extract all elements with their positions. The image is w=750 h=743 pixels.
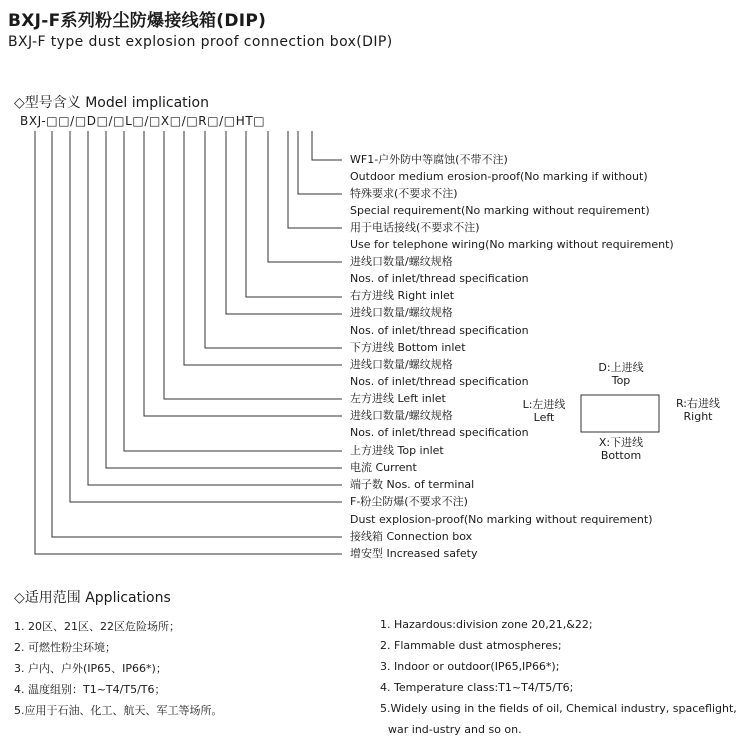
application-cn-item: 4. 温度组别：T1~T4/T5/T6；	[14, 683, 166, 696]
label-telephone-en: Use for telephone wiring(No marking without requirement)	[350, 238, 674, 251]
label-right-inlet-spec-en: Nos. of inlet/thread specification	[350, 272, 529, 285]
label-current: 电流 Current	[350, 461, 417, 474]
application-en-item: 3. Indoor or outdoor(IP65,IP66*);	[380, 660, 560, 673]
application-en-item: 4. Temperature class:T1~T4/T5/T6;	[380, 681, 574, 694]
application-en-item: 5.Widely using in the fields of oil, Chemical industry, spaceflight,	[380, 702, 737, 715]
label-connection-box: 接线箱 Connection box	[350, 530, 473, 543]
label-dust-explosion-en: Dust explosion-proof(No marking without requirement)	[350, 513, 653, 526]
leader-line	[164, 131, 342, 399]
label-top-inlet: 上方进线 Top inlet	[350, 444, 444, 457]
application-en-item: war ind-ustry and so on.	[388, 723, 522, 736]
label-right-inlet: 右方进线 Right inlet	[350, 289, 455, 302]
label-outdoor: Outdoor medium erosion-proof(No marking if without)	[350, 170, 648, 183]
leader-line	[312, 131, 342, 160]
label-top-inlet-spec-cn: 进线口数量/螺纹规格	[350, 409, 453, 422]
application-en-item: 2. Flammable dust atmospheres;	[380, 639, 562, 652]
label-wf1: WF1-户外防中等腐蚀(不带不注)	[350, 153, 508, 166]
leader-line	[106, 131, 342, 468]
leader-line	[70, 131, 342, 502]
model-section-heading: ◇型号含义 Model implication	[14, 95, 209, 111]
application-cn-item: 3. 户内、户外(IP65、IP66*)；	[14, 662, 167, 675]
label-dust-explosion-cn: F-粉尘防爆(不要求不注)	[350, 495, 468, 508]
leader-line	[268, 131, 342, 262]
label-bottom-inlet: 下方进线 Bottom inlet	[350, 341, 466, 354]
direction-bottom-label: X:下进线 Bottom	[598, 436, 644, 462]
leader-line	[226, 131, 342, 314]
direction-left-label: L:左进线 Left	[522, 398, 566, 424]
label-special-cn: 特殊要求(不要求不注)	[350, 187, 458, 200]
leader-line	[124, 131, 342, 451]
label-terminals: 端子数 Nos. of terminal	[350, 478, 475, 491]
label-top-inlet-spec-en: Nos. of inlet/thread specification	[350, 426, 529, 439]
model-code: BXJ-□□/□D□/□L□/□X□/□R□/□HT□	[20, 114, 266, 128]
direction-top-label: D:上进线 Top	[598, 361, 644, 387]
page-subtitle: BXJ-F type dust explosion proof connection box(DIP)	[8, 34, 393, 50]
connection-box-outline	[581, 395, 659, 432]
application-cn-item: 2. 可燃性粉尘环境；	[14, 641, 116, 654]
leader-line	[184, 131, 342, 365]
applications-heading: ◇适用范围 Applications	[14, 590, 171, 606]
label-increased-safety: 增安型 Increased safety	[350, 547, 478, 560]
application-en-item: 1. Hazardous:division zone 20,21,&22;	[380, 618, 593, 631]
leader-line	[246, 131, 342, 297]
label-right-inlet-spec-cn: 进线口数量/螺纹规格	[350, 255, 453, 268]
application-cn-item: 1. 20区、21区、22区危险场所；	[14, 620, 180, 633]
label-left-inlet: 左方进线 Left inlet	[350, 392, 446, 405]
leader-line	[144, 131, 342, 416]
label-bottom-inlet-spec-en: Nos. of inlet/thread specification	[350, 324, 529, 337]
leader-line	[288, 131, 342, 228]
label-special-en: Special requirement(No marking without requirement)	[350, 204, 650, 217]
leader-line	[35, 131, 342, 554]
leader-line	[298, 131, 342, 194]
page-title: BXJ-F系列粉尘防爆接线箱(DIP)	[8, 11, 267, 31]
label-left-inlet-spec-en: Nos. of inlet/thread specification	[350, 375, 529, 388]
label-bottom-inlet-spec-cn: 进线口数量/螺纹规格	[350, 306, 453, 319]
label-left-inlet-spec-cn: 进线口数量/螺纹规格	[350, 358, 453, 371]
application-cn-item: 5.应用于石油、化工、航天、军工等场所。	[14, 704, 223, 717]
direction-right-label: R:右进线 Right	[675, 397, 720, 423]
label-telephone-cn: 用于电话接线(不要求不注)	[350, 221, 480, 234]
leader-line	[88, 131, 342, 485]
